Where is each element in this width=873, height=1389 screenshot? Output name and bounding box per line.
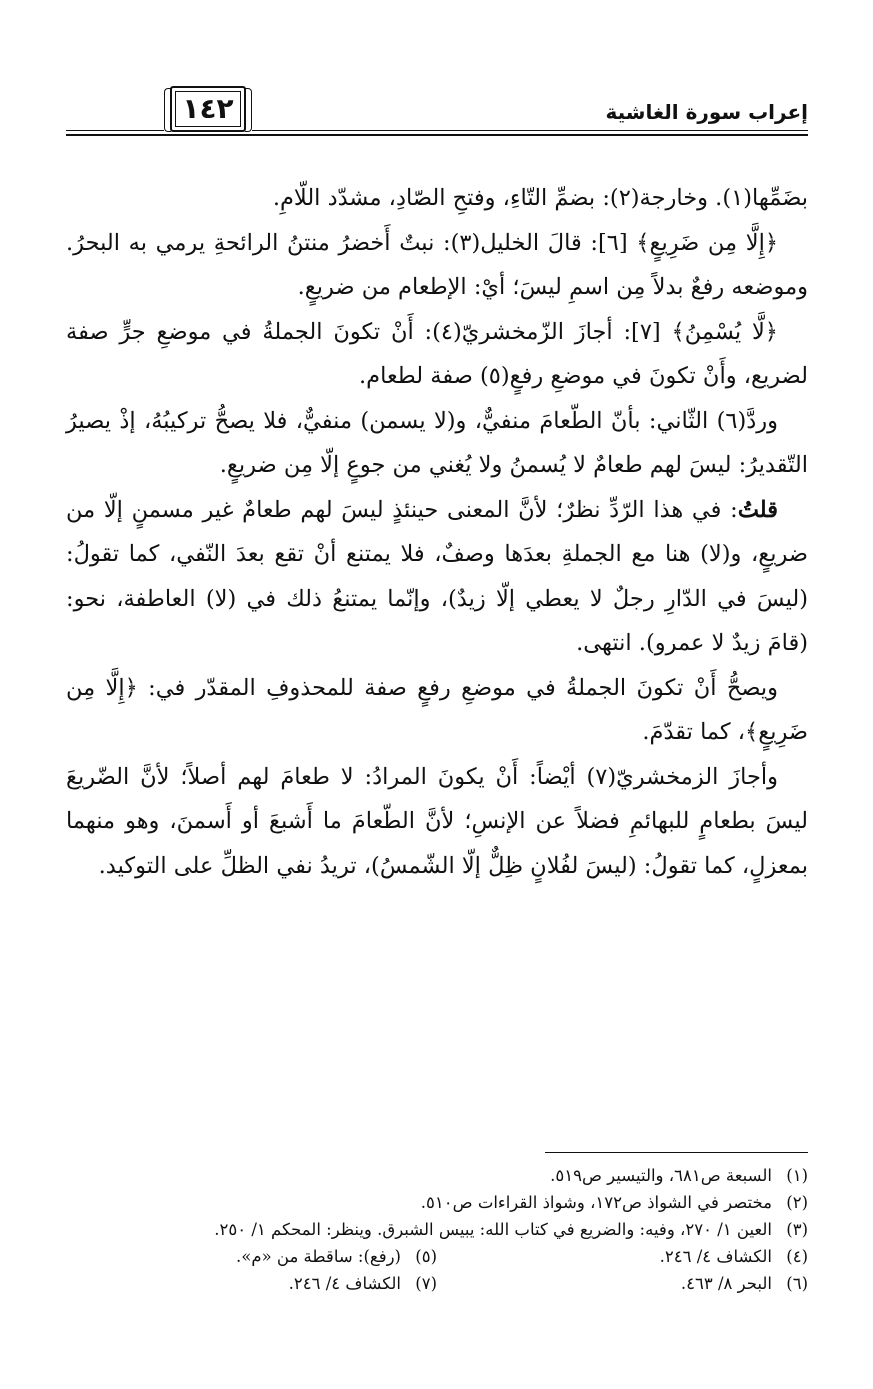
- footnotes: [66, 1162, 808, 1297]
- footnote-text: البحر ٨/ ٤٦٣.: [680, 1274, 772, 1293]
- footnote-7: [66, 1270, 437, 1297]
- paragraph-6: ويصحُّ أَنْ تكونَ الجملةُ في موضعِ رفعٍ صفة للمحذوفِ المقدّر في: ﴿إِلَّا مِن ضَرِيعٍ﴾، كما تقدّمَ.: [66, 674, 808, 745]
- footnote-number: (٤): [786, 1247, 808, 1266]
- footnote-2: [66, 1189, 808, 1216]
- footnote-separator: [545, 1152, 808, 1153]
- qult-lead: قلتُ: [737, 496, 778, 523]
- footnote-number: (٧): [415, 1274, 437, 1293]
- page-number: ١٤٢: [182, 91, 234, 125]
- paragraph-5-text: : في هذا الرّدِّ نظرٌ؛ لأنَّ المعنى حينئذٍ ليسَ لهم طعامٌ غير مسمنٍ إلّا من ضريعٍ، و(لا) هنا مع الجملةِ بعدَها وصفٌ، فلا يمتنع أنْ تقع بعدَ النّفي، كما تقولُ: (ليسَ في الدّارِ رجلٌ لا يعطي إلّا زيدٌ)، وإنّما يمتنعُ ذلك في (لا) العاطفة، نحو: (قامَ زيدٌ لا عمرو). انتهى.: [66, 496, 808, 656]
- paragraph-2: ﴿إِلَّا مِن ضَرِيعٍ﴾ [٦]: قالَ الخليل(٣): نبتٌ أَخضرُ منتنُ الرائحةِ يرمي به البحرُ. وموضعه رفعٌ بدلاً مِن اسمِ ليسَ؛ أيْ: الإطعام من ضريعٍ.: [66, 229, 808, 300]
- footnote-text: الكشاف ٤/ ٢٤٦.: [288, 1274, 401, 1293]
- footnote-number: (٣): [786, 1220, 808, 1239]
- footnote-number: (٢): [786, 1193, 808, 1212]
- footnote-row: [66, 1243, 808, 1270]
- footnote-number: (١): [786, 1166, 808, 1185]
- footnote-1: [66, 1162, 808, 1189]
- running-title: إعراب سورة الغاشية: [605, 100, 808, 124]
- paragraph-3: ﴿لَّا يُسْمِنُ﴾ [٧]: أجازَ الزّمخشريّ(٤): أَنْ تكونَ الجملةُ في موضعِ جرٍّ صفة لضريع، وأَنْ تكونَ في موضعِ رفعٍ(٥) صفة لطعام.: [66, 318, 808, 389]
- paragraph-5: [66, 488, 808, 666]
- footnote-4: [437, 1243, 808, 1270]
- footnote-text: العين ١/ ٢٧٠، وفيه: والضريع في كتاب الله: يبيس الشبرق. وينظر: المحكم ١/ ٢٥٠.: [214, 1220, 772, 1239]
- main-text: [66, 176, 808, 888]
- footnote-row: [66, 1270, 808, 1297]
- footnote-number: (٦): [786, 1274, 808, 1293]
- footnote-text: الكشاف ٤/ ٢٤٦.: [659, 1247, 772, 1266]
- paragraph-7: وأجازَ الزمخشريّ(٧) أيْضاً: أَنْ يكونَ المرادُ: لا طعامَ لهم أصلاً؛ لأنَّ الضّريعَ ليسَ بطعامٍ للبهائمِ فضلاً عن الإنسِ؛ لأنَّ الطّعامَ ما أَشبعَ أو أَسمنَ، وهو منهما بمعزلٍ، كما تقولُ: (ليسَ لفُلانٍ ظِلٌّ إلّا الشّمسُ)، تريدُ نفي الظلِّ على التوكيد.: [66, 763, 808, 879]
- footnote-text: (رفع): ساقطة من «م».: [236, 1247, 401, 1266]
- page-number-book-icon: [164, 84, 252, 132]
- paragraph-4: وردَّ(٦) الثّاني: بأنّ الطّعامَ منفيٌّ، و(لا يسمن) منفيٌّ، فلا يصحُّ تركيبُهُ، إذْ يصيرُ التّقديرُ: ليسَ لهم طعامٌ لا يُسمنُ ولا يُغني من جوعٍ إلّا مِن ضريعٍ.: [66, 407, 808, 478]
- footnote-number: (٥): [415, 1247, 437, 1266]
- page-header: [66, 84, 808, 154]
- header-rule-thick: [66, 134, 808, 136]
- footnote-3: [66, 1216, 808, 1243]
- footnote-text: مختصر في الشواذ ص١٧٢، وشواذ القراءات ص٥١٠.: [420, 1193, 772, 1212]
- footnote-6: [437, 1270, 808, 1297]
- footnote-5: [66, 1243, 437, 1270]
- footnote-text: السبعة ص٦٨١، والتيسير ص٥١٩.: [550, 1166, 772, 1185]
- paragraph-1: بضَمِّها(١). وخارجة(٢): بضمِّ التّاءِ، وفتحِ الصّادِ، مشدّد اللّامِ.: [272, 185, 808, 211]
